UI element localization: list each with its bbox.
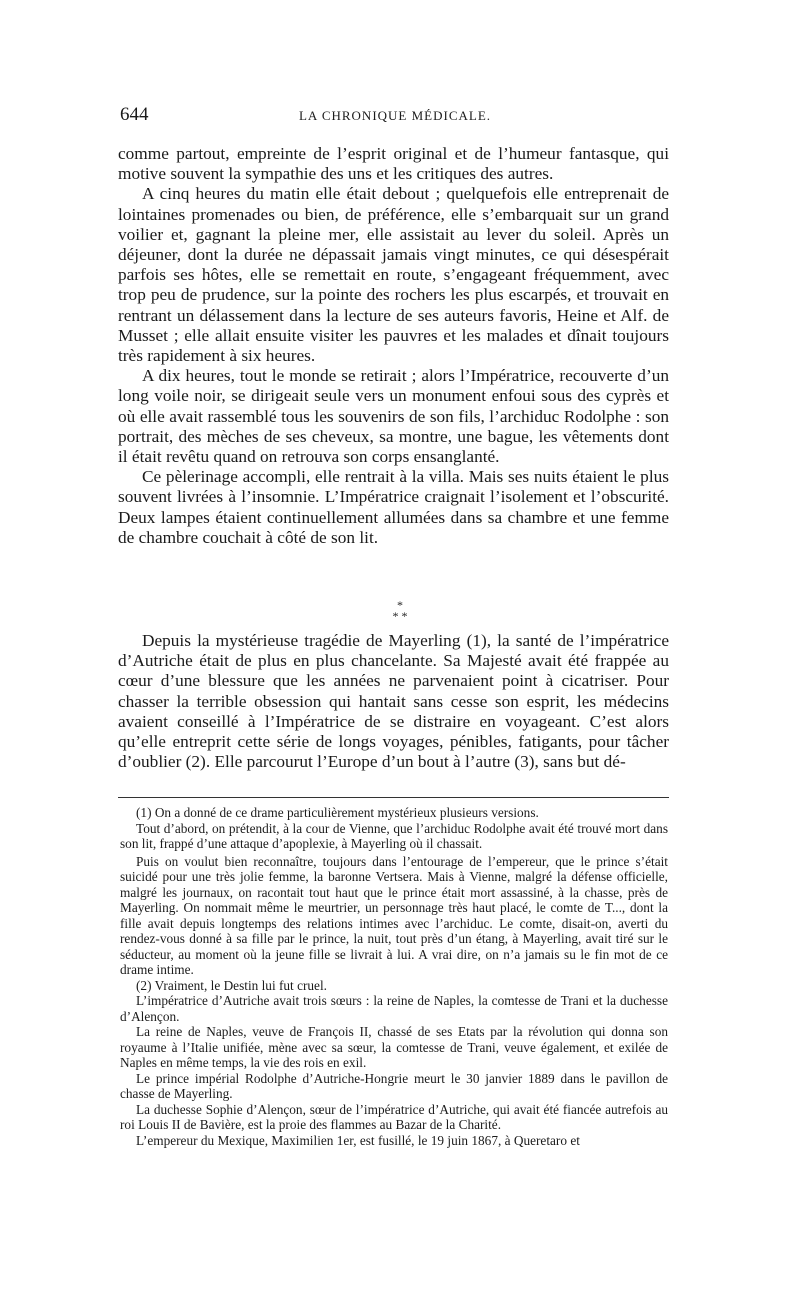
section-separator <box>370 600 430 622</box>
asterisk-bottom: * * <box>392 609 408 623</box>
footnote: Le prince impérial Rodolphe d’Autriche-Hongrie meurt le 30 janvier 1889 dans le pavillon de chasse de Mayerling. <box>120 1070 668 1101</box>
footnote: La reine de Naples, veuve de François II, chassé de ses Etats par la révolution qui donna son royaume à l’Italie unifiée, mène avec sa sœur, la comtesse de Trani, veuve également, et exilée de Naples en même temps, la vie des rois en exil. <box>120 1024 668 1070</box>
paragraph: A dix heures, tout le monde se retirait ; alors l’Impératrice, recouverte d’un long voile noir, se dirigeait seule vers un monument enfoui sous des cyprès et où elle avait rassemblé tous les souvenirs de son fils, l’archiduc Rodolphe : son portrait, des mèches de ses cheveux, sa montre, une bague, les vêtements dont il était revêtu quand on retrouva son corps ensanglanté. <box>118 366 669 467</box>
footnote: La duchesse Sophie d’Alençon, sœur de l’impératrice d’Autriche, qui avait été fiancée autrefois au roi Louis II de Bavière, est la proie des flammes au Bazar de la Charité. <box>120 1101 668 1132</box>
paragraph: Ce pèlerinage accompli, elle rentrait à la villa. Mais ses nuits étaient le plus souvent livrées à l’insomnie. L’Impératrice craignait l’isolement et l’obscurité. Deux lampes étaient continuellement allumées dans sa chambre et une femme de chambre couchait à côté de son lit. <box>118 467 669 547</box>
main-text <box>118 144 669 548</box>
footnote-rule <box>118 797 669 798</box>
footnote: L’impératrice d’Autriche avait trois sœurs : la reine de Naples, la comtesse de Trani et la duchesse d’Alençon. <box>120 993 668 1024</box>
footnotes <box>120 805 668 1148</box>
asterisk-top: * <box>397 598 403 612</box>
paragraph: A cinq heures du matin elle était debout ; quelquefois elle entreprenait de lointaines promenades ou bien, de préférence, elle s’embarquait sur un grand voilier et, gagnant la pleine mer, elle assistait au lever du soleil. Après un déjeuner, dont la durée ne dépassait jamais vingt minutes, ce qui désespérait parfois ses hôtes, elle se remettait en route, s’engageant fréquemment, avec trop peu de prudence, sur la pointe des rochers les plus escarpés, et trouvait en rentrant un délassement dans la lecture de ses auteurs favoris, Heine et Alf. de Musset ; elle allait ensuite visiter les pauvres et les malades et dînait toujours très rapidement à six heures. <box>118 184 669 366</box>
footnote: L’empereur du Mexique, Maximilien 1er, est fusillé, le 19 juin 1867, à Queretaro et <box>136 1132 580 1148</box>
footnote: Tout d’abord, on prétendit, à la cour de Vienne, que l’archiduc Rodolphe avait été trouvé mort dans son lit, frappé d’une attaque d’apoplexie, à Mayerling où il chassait. <box>120 820 668 851</box>
page-number: 644 <box>120 104 149 125</box>
paragraph: Depuis la mystérieuse tragédie de Mayerling (1), la santé de l’impératrice d’Autriche était de plus en plus chancelante. Sa Majesté avait été frappée au cœur d’une blessure que les années ne parvenaient point à cicatriser. Pour chasser la terrible obsession qui hantait sans cesse son esprit, les médecins avaient conseillé à l’Impératrice de se distraire en voyageant. C’est alors qu’elle entreprit cette série de longs voyages, pénibles, fatigants, pour tâcher d’oublier (2). Elle parcourut l’Europe d’un bout à l’autre (3), sans but dé- <box>118 631 669 772</box>
footnote: Puis on voulut bien reconnaître, toujours dans l’entourage de l’empereur, que le prince s’était suicidé pour une très jolie femme, la baronne Vertsera. Mais à Vienne, malgré la défense officielle, malgré les journaux, on racontait tout haut que le prince était mort assassiné, à la chasse, près de Mayerling. On nommait même le meurtrier, un personnage très haut placé, le comte de T..., dont la fille avait depuis longtemps des relations intimes avec l’archiduc. Le comte, disait-on, averti du rendez-vous donné à sa fille par le prince, la nuit, tout près d’un étang, à Mayerling, avait tiré sur le séducteur, au moment où la jeune fille se livrait à lui. A vrai dire, on n’a jamais su le fin mot de ce drame intime. <box>120 853 668 977</box>
main-text-continued <box>118 631 669 772</box>
footnote: (2) Vraiment, le Destin lui fut cruel. <box>136 977 327 993</box>
running-title: LA CHRONIQUE MÉDICALE. <box>298 108 492 123</box>
paragraph: comme partout, empreinte de l’esprit original et de l’humeur fantasque, qui motive souvent la sympathie des uns et les critiques des autres. <box>118 144 669 184</box>
footnote: (1) On a donné de ce drame particulièrement mystérieux plusieurs versions. <box>136 805 539 820</box>
page-header <box>120 104 670 132</box>
